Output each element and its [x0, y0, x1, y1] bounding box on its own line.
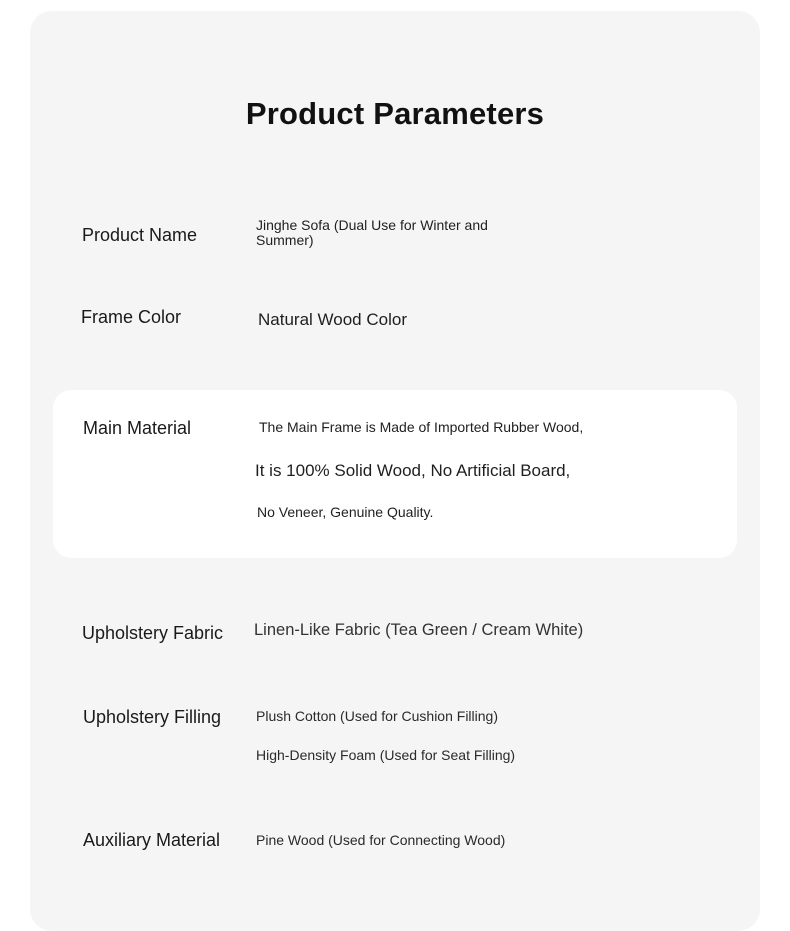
main-material-line-3: No Veneer, Genuine Quality.: [257, 504, 434, 520]
product-name-label: Product Name: [82, 225, 198, 245]
upholstery-filling-line-2: High-Density Foam (Used for Seat Filling): [256, 747, 516, 763]
frame-color-label: Frame Color: [81, 307, 182, 327]
auxiliary-material-label: Auxiliary Material: [83, 830, 221, 850]
upholstery-fabric-value: Linen-Like Fabric (Tea Green / Cream White): [254, 621, 584, 639]
product-name-value-line1: Jinghe Sofa (Dual Use for Winter and: [256, 217, 488, 233]
upholstery-filling-label: Upholstery Filling: [83, 707, 222, 727]
main-material-label: Main Material: [83, 418, 192, 438]
frame-color-value: Natural Wood Color: [258, 310, 407, 329]
product-name-value: [256, 218, 488, 248]
main-material-line-1: The Main Frame is Made of Imported Rubber Wood,: [259, 419, 584, 435]
page-title: Product Parameters: [245, 96, 545, 131]
upholstery-fabric-label: Upholstery Fabric: [82, 623, 224, 643]
auxiliary-material-value: Pine Wood (Used for Connecting Wood): [256, 832, 506, 848]
product-name-value-line2: Summer): [256, 232, 314, 248]
upholstery-filling-line-1: Plush Cotton (Used for Cushion Filling): [256, 708, 498, 724]
main-material-line-2: It is 100% Solid Wood, No Artificial Board,: [255, 461, 571, 480]
